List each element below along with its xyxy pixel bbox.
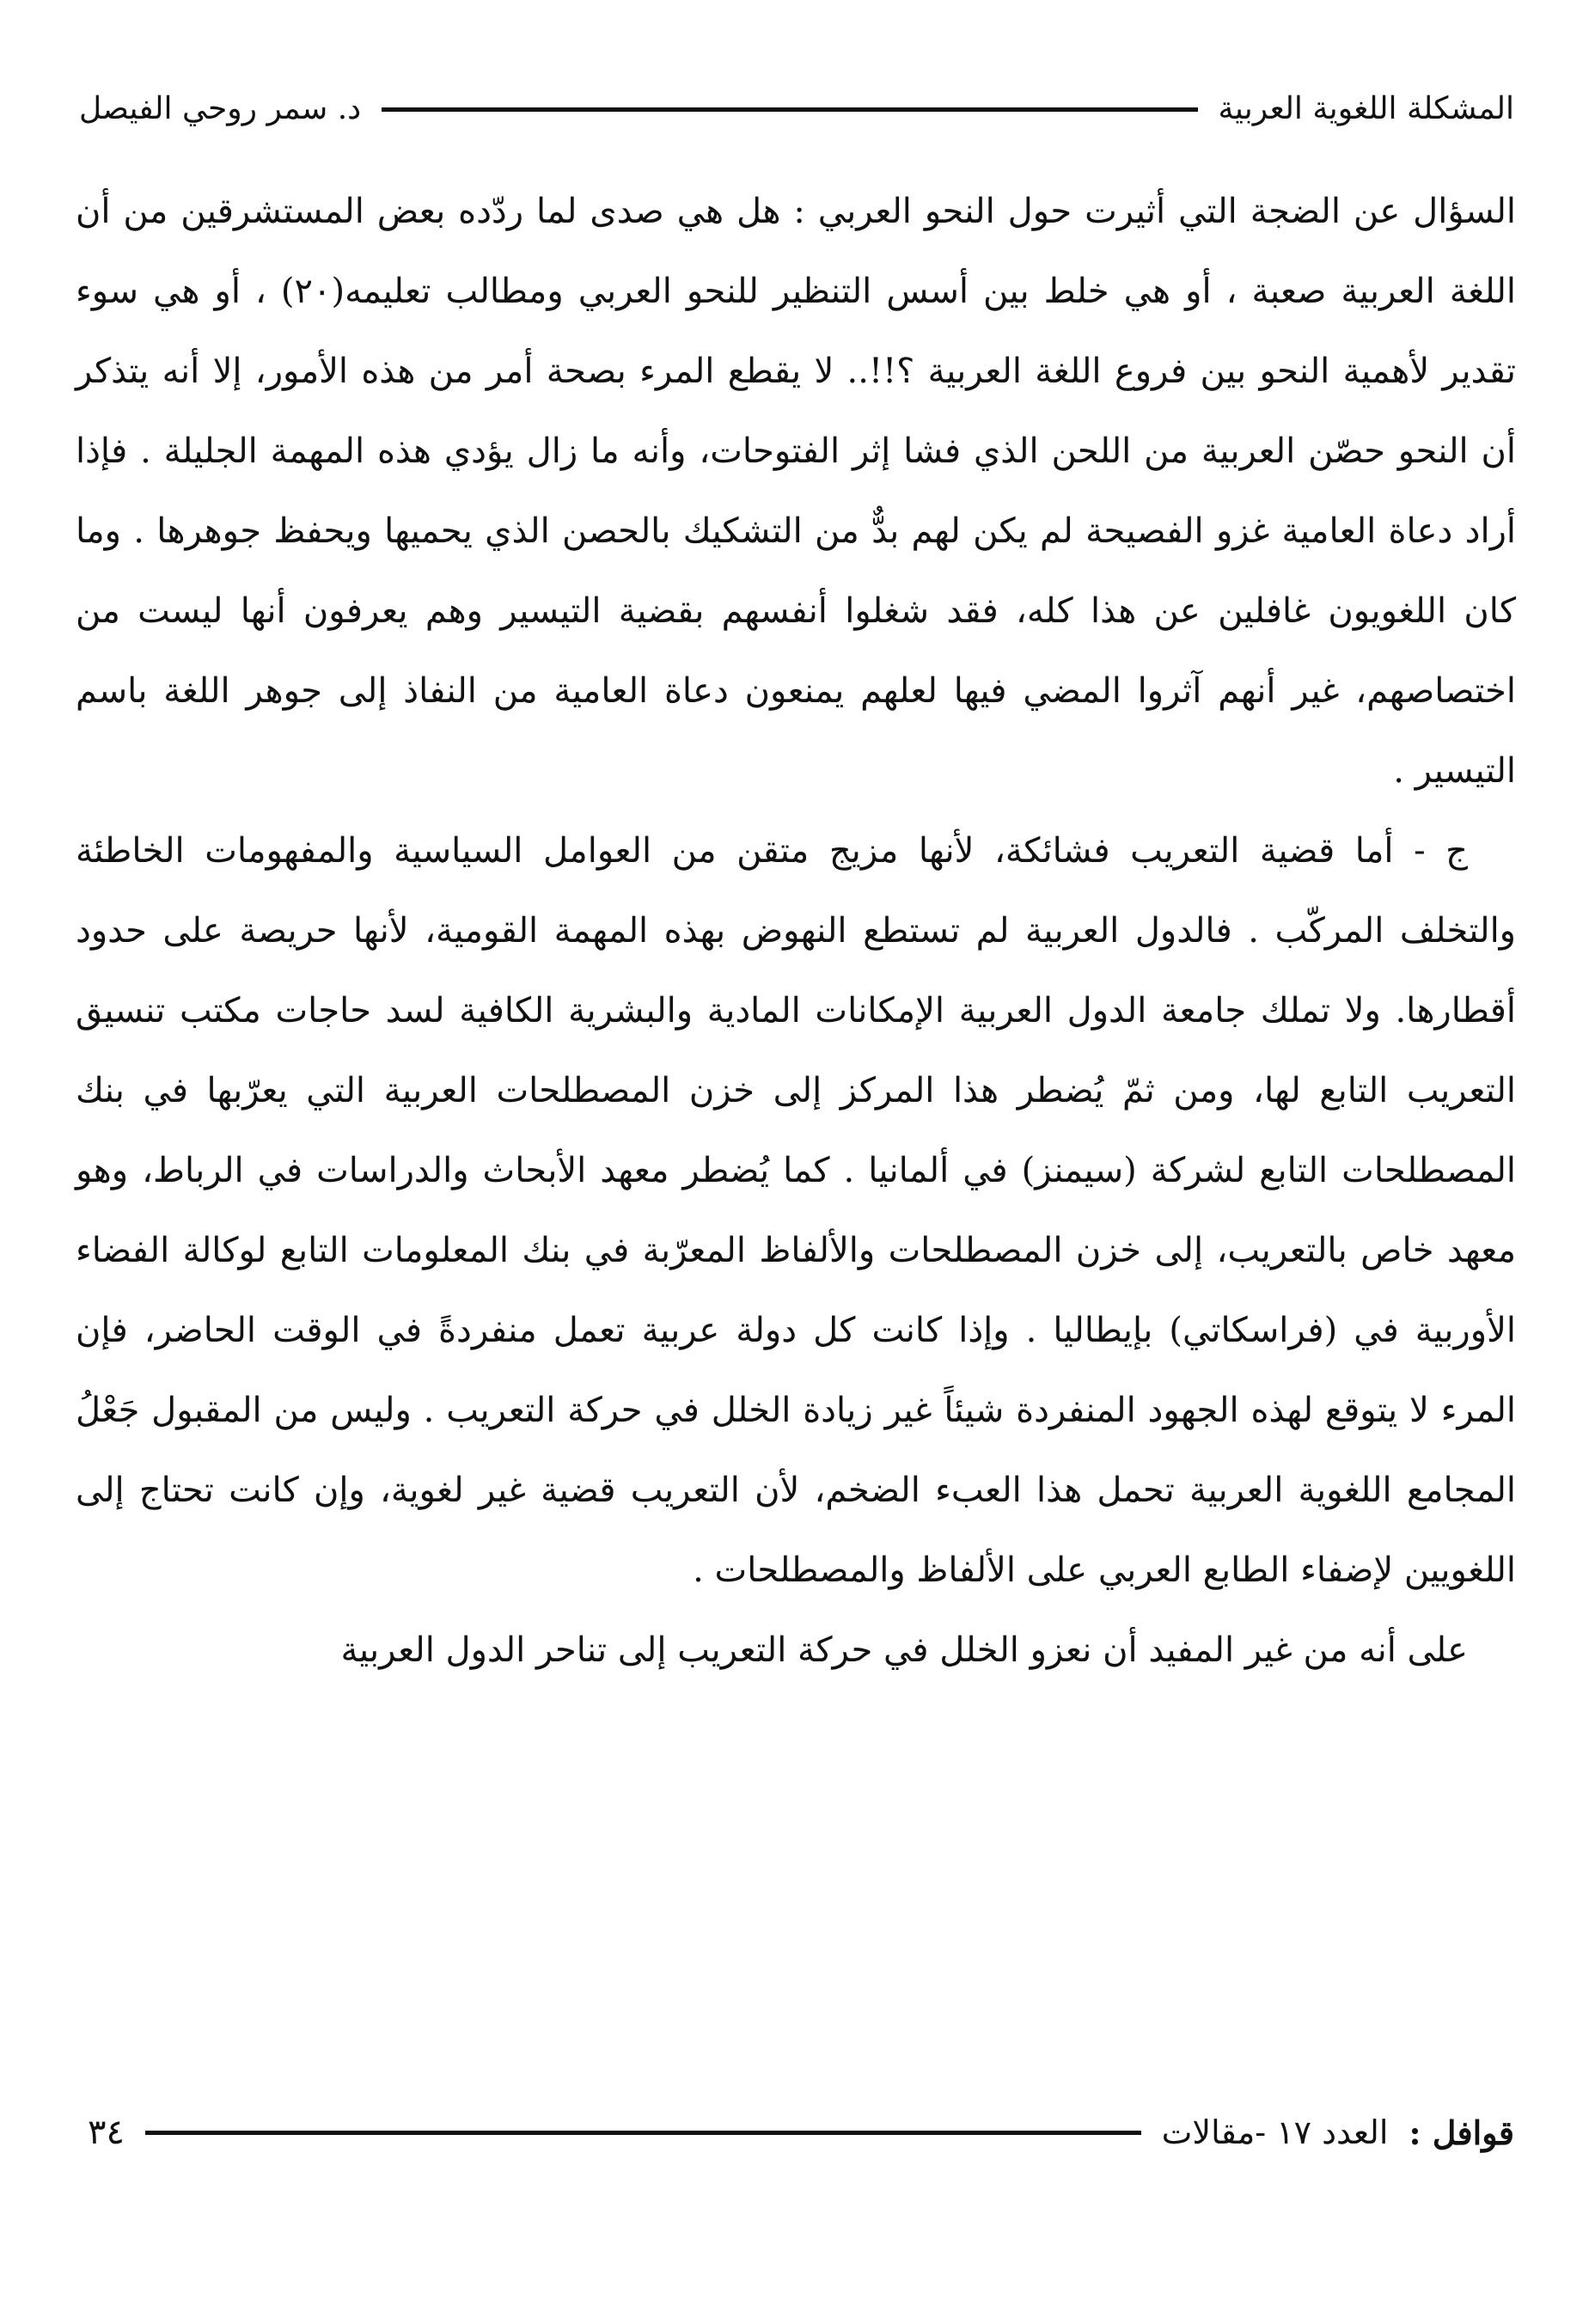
running-header (79, 79, 1514, 139)
paragraph-3: على أنه من غير المفيد أن نعزو الخلل في حركة التعريب إلى تناحر الدول العربية (340, 1630, 1468, 1670)
running-footer (79, 2102, 1514, 2162)
footer-issue-label: العدد ١٧ -مقالات (1161, 2113, 1389, 2151)
paragraph-2: ج - أما قضية التعريب فشائكة، لأنها مزيج متقن من العوامل السياسية والمفهومات الخاطئة والتخلف المركّب . فالدول العربية لم تستطع النهوض بهذه المهمة القومية، لأنها حريصة على حدود أقطارها. ولا تملك جامعة الدول العربية الإمكانات المادية والبشرية الكافية لسد حاجات مكتب تنسيق التعريب التابع لها، ومن ثمّ يُضطر هذا المركز إلى خزن المصطلحات العربية التي يعرّبها في بنك المصطلحات التابع لشركة (سيمنز) في ألمانيا . كما يُضطر معهد الأبحاث والدراسات في الرباط، وهو معهد خاص بالتعريب، إلى خزن المصطلحات والألفاظ المعرّبة في بنك المعلومات التابع لوكالة الفضاء الأوربية في (فراسكاتي) بإيطاليا . وإذا كانت كل دولة عربية تعمل منفردةً في الوقت الحاضر، فإن المرء لا يتوقع لهذه الجهود المنفردة شيئاً غير زيادة الخلل في حركة التعريب . وليس من المقبول جَعْلُ المجامع اللغوية العربية تحمل هذا العبء الضخم، لأن التعريب قضية غير لغوية، وإن كانت تحتاج إلى اللغويين لإضفاء الطابع العربي على الألفاظ والمصطلحات . (76, 831, 1516, 1590)
paragraph-1: السؤال عن الضجة التي أثيرت حول النحو العربي : هل هي صدى لما ردّده بعض المستشرقين من أن اللغة العربية صعبة ، أو هي خلط بين أسس التنظير للنحو العربي ومطالب تعليمه(٢٠) ، أو هي سوء تقدير لأهمية النحو بين فروع اللغة العربية ؟!!.. لا يقطع المرء بصحة أمر من هذه الأمور، إلا أنه يتذكر أن النحو حصّن العربية من اللحن الذي فشا إثر الفتوحات، وأنه ما زال يؤدي هذه المهمة الجليلة . فإذا أراد دعاة العامية غزو الفصيحة لم يكن لهم بدٌّ من التشكيك بالحصن الذي يحميها ويحفظ جوهرها . وما كان اللغويون غافلين عن هذا كله، فقد شغلوا أنفسهم بقضية التيسير وهم يعرفون أنها ليست من اختصاصهم، غير أنهم آثروا المضي فيها لعلهم يمنعون دعاة العامية من النفاذ إلى جوهر اللغة باسم التيسير . (76, 192, 1516, 791)
header-author: د. سمر روحي الفيصل (79, 91, 362, 126)
footer-rule (145, 2131, 1141, 2135)
article-body (76, 172, 1516, 1691)
header-rule (382, 107, 1197, 112)
header-section-title: المشكلة اللغوية العربية (1218, 91, 1514, 126)
page-number: ٣٤ (88, 2113, 125, 2152)
footer-journal-name: قوافل : (1409, 2113, 1514, 2152)
